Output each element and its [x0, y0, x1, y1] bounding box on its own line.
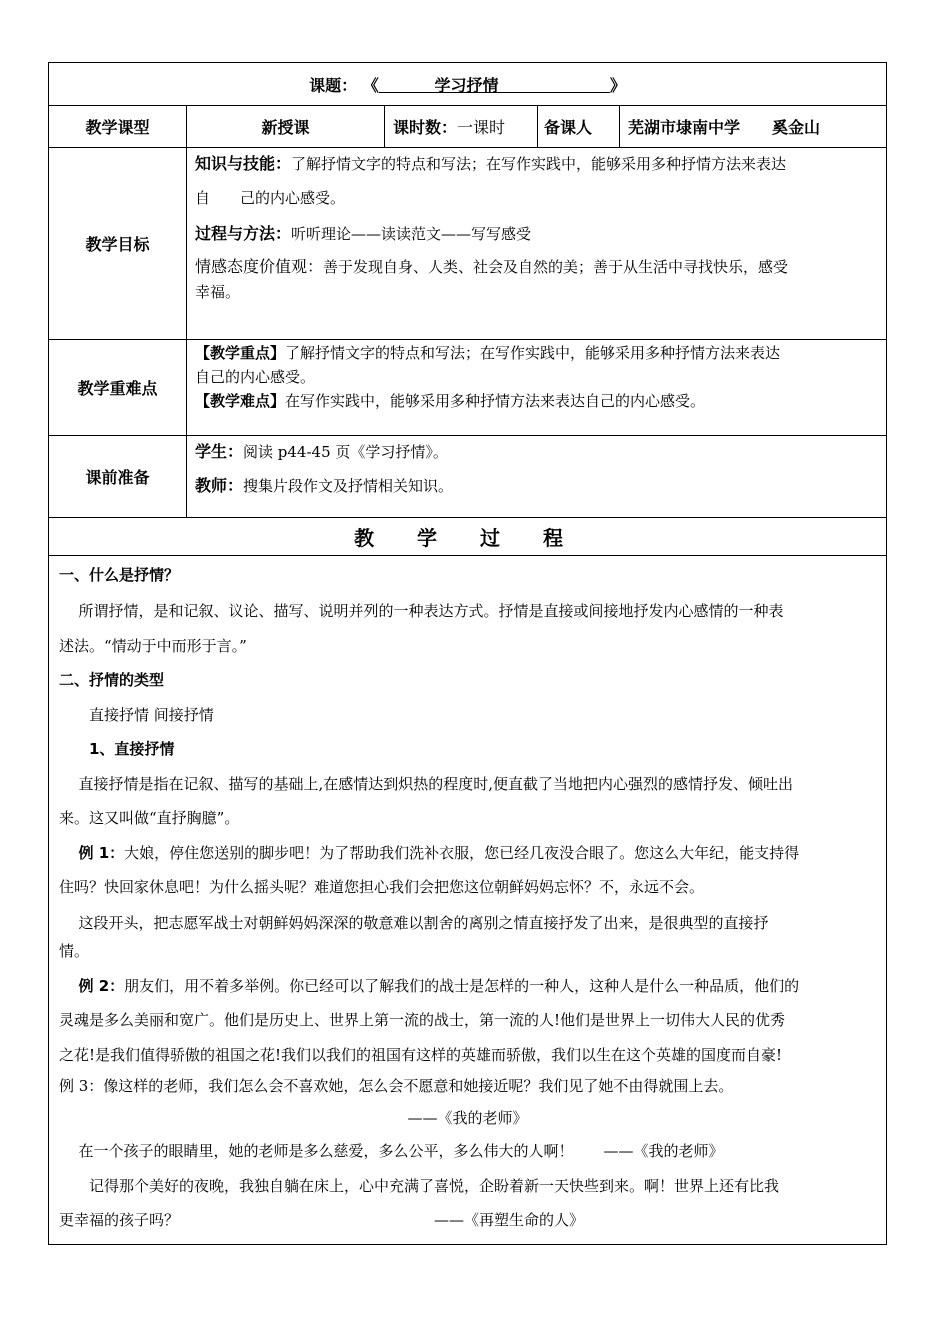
- example-1-line-2: 住吗？快回家休息吧！为什么摇头呢？难道您担心我们会把您这位朝鲜妈妈忘怀？不，永远不会。: [59, 878, 705, 896]
- process-body-row: [49, 556, 887, 1245]
- section-1-heading: 一、什么是抒情？: [59, 566, 180, 584]
- keypoints-row: [49, 340, 887, 436]
- hours-value: 一课时: [457, 118, 506, 137]
- example-2-line-3: 之花!是我们值得骄傲的祖国之花!我们以我们的祖国有这样的英雄而骄傲，我们以生在这个英雄的国度而自豪!: [59, 1045, 783, 1064]
- emotion-text-2: 幸福。: [195, 283, 241, 301]
- goals-label: 教学目标: [49, 148, 187, 340]
- hours-cell: [385, 106, 538, 148]
- example-5-text: 更幸福的孩子吗？: [59, 1211, 180, 1229]
- title-value: 学习抒情: [434, 75, 499, 95]
- direct-para-line-1: 直接抒情是指在记叙、描写的基础上,在感情达到炽热的程度时,便直截了当地把内心强烈的感情抒发、倾吐出: [78, 774, 794, 793]
- process-title: 教 学 过 程: [49, 518, 887, 556]
- process-label: 过程与方法：: [195, 224, 292, 243]
- emotion-label: 情感态度价值观：: [195, 257, 324, 276]
- knowledge-text-2: 自 己的内心感受。: [195, 189, 346, 207]
- emotion-text: 善于发现自身、人类、社会及自然的美；善于从生活中寻找快乐，感受: [323, 258, 789, 276]
- section-2-heading: 二、抒情的类型: [59, 671, 165, 689]
- prep-label: 课前准备: [49, 436, 187, 518]
- lesson-plan-table: [48, 62, 887, 1245]
- example-1-comment-line-1: 这段开头，把志愿军战士对朝鲜妈妈深深的敬意难以割舍的离别之情直接抒发了出来，是很典型的直接抒: [78, 913, 769, 932]
- focus-label: 【教学重点】: [195, 344, 286, 362]
- keypoints-label: 教学重难点: [49, 340, 187, 436]
- example-5-line-1: 记得那个美好的夜晚，我独自躺在床上，心中充满了喜悦，企盼着新一天快些到来。啊！世界上还有比我: [89, 1177, 780, 1195]
- title-text: [379, 76, 610, 95]
- process-text: 听听理论——读读范文——写写感受: [291, 225, 532, 243]
- goals-content: [187, 148, 887, 340]
- direct-heading: 1、直接抒情: [89, 740, 175, 758]
- type-value: 新授课: [187, 106, 385, 148]
- info-row: [49, 106, 887, 148]
- title-close-bracket: 》: [609, 75, 626, 95]
- example-2-line-2: 灵魂是多么美丽和宽广。他们是历史上、世界上第一流的战士，第一流的人!他们是世界上一切伟大人民的优秀: [59, 1011, 786, 1029]
- example-4-line-1: 在一个孩子的眼睛里，她的老师是多么慈爱，多么公平，多么伟大的人啊！ ——《我的老师》: [78, 1142, 724, 1160]
- difficulty-label: 【教学难点】: [195, 392, 286, 410]
- example-3-source: ——《我的老师》: [407, 1109, 528, 1127]
- title-open-bracket: 《: [362, 75, 379, 95]
- section-2-types: 直接抒情 间接抒情: [89, 705, 214, 724]
- process-body: [49, 556, 887, 1245]
- example-2-label: 例 2：: [78, 976, 125, 995]
- lesson-plan-page: [48, 62, 886, 1245]
- focus-text-2: 自己的内心感受。: [195, 368, 316, 386]
- process-title-row: [49, 518, 887, 556]
- direct-para-line-2: 来。这又叫做“直抒胸臆”。: [59, 809, 240, 827]
- knowledge-text: 了解抒情文字的特点和写法；在写作实践中，能够采用多种抒情方法来表达: [291, 155, 787, 173]
- type-label: 教学课型: [49, 106, 187, 148]
- section-1-para-line-1: 所谓抒情，是和记叙、议论、描写、说明并列的一种表达方式。抒情是直接或间接地抒发内心感情的一种表: [78, 602, 784, 620]
- teacher-label: 教师：: [195, 476, 244, 495]
- example-3-line-1: 例 3：像这样的老师，我们怎么会不喜欢她，怎么会不愿意和她接近呢？我们见了她不由得就围上去。: [59, 1077, 734, 1095]
- preparer-value: 芜湖市埭南中学 奚金山: [620, 106, 887, 148]
- goals-row: [49, 148, 887, 340]
- teacher-text: 搜集片段作文及抒情相关知识。: [243, 477, 454, 495]
- lesson-title: [49, 63, 887, 106]
- section-1-para-line-2: 述法。“情动于中而形于言。”: [59, 636, 247, 655]
- prep-row: [49, 436, 887, 518]
- example-5-source: ——《再塑生命的人》: [434, 1211, 585, 1229]
- prep-content: [187, 436, 887, 518]
- example-1-text: 大娘，停住您送别的脚步吧！为了帮助我们洗补衣服，您已经几夜没合眼了。您这么大年纪，能支持得: [124, 843, 800, 862]
- example-1-line-1: [59, 836, 876, 871]
- difficulty-text: 在写作实践中，能够采用多种抒情方法来表达自己的内心感受。: [285, 392, 706, 410]
- example-1-comment-line-2: 情。: [59, 941, 90, 960]
- student-text: 阅读 p44-45 页《学习抒情》。: [243, 443, 448, 461]
- student-label: 学生：: [195, 442, 244, 461]
- knowledge-label: 知识与技能：: [195, 154, 292, 173]
- keypoints-content: [187, 340, 887, 436]
- title-label: 课题：: [309, 75, 358, 95]
- preparer-label: 备课人: [538, 106, 620, 148]
- example-2-line-1: [59, 969, 876, 1004]
- title-row: [49, 63, 887, 106]
- example-5-line-2: [59, 1206, 876, 1234]
- example-2-text: 朋友们，用不着多举例。你已经可以了解我们的战士是怎样的一种人，这种人是什么一种品质，他们的: [124, 976, 800, 995]
- example-1-label: 例 1：: [78, 843, 125, 862]
- focus-text: 了解抒情文字的特点和写法；在写作实践中，能够采用多种抒情方法来表达: [285, 344, 781, 362]
- hours-label: 课时数：: [393, 118, 458, 137]
